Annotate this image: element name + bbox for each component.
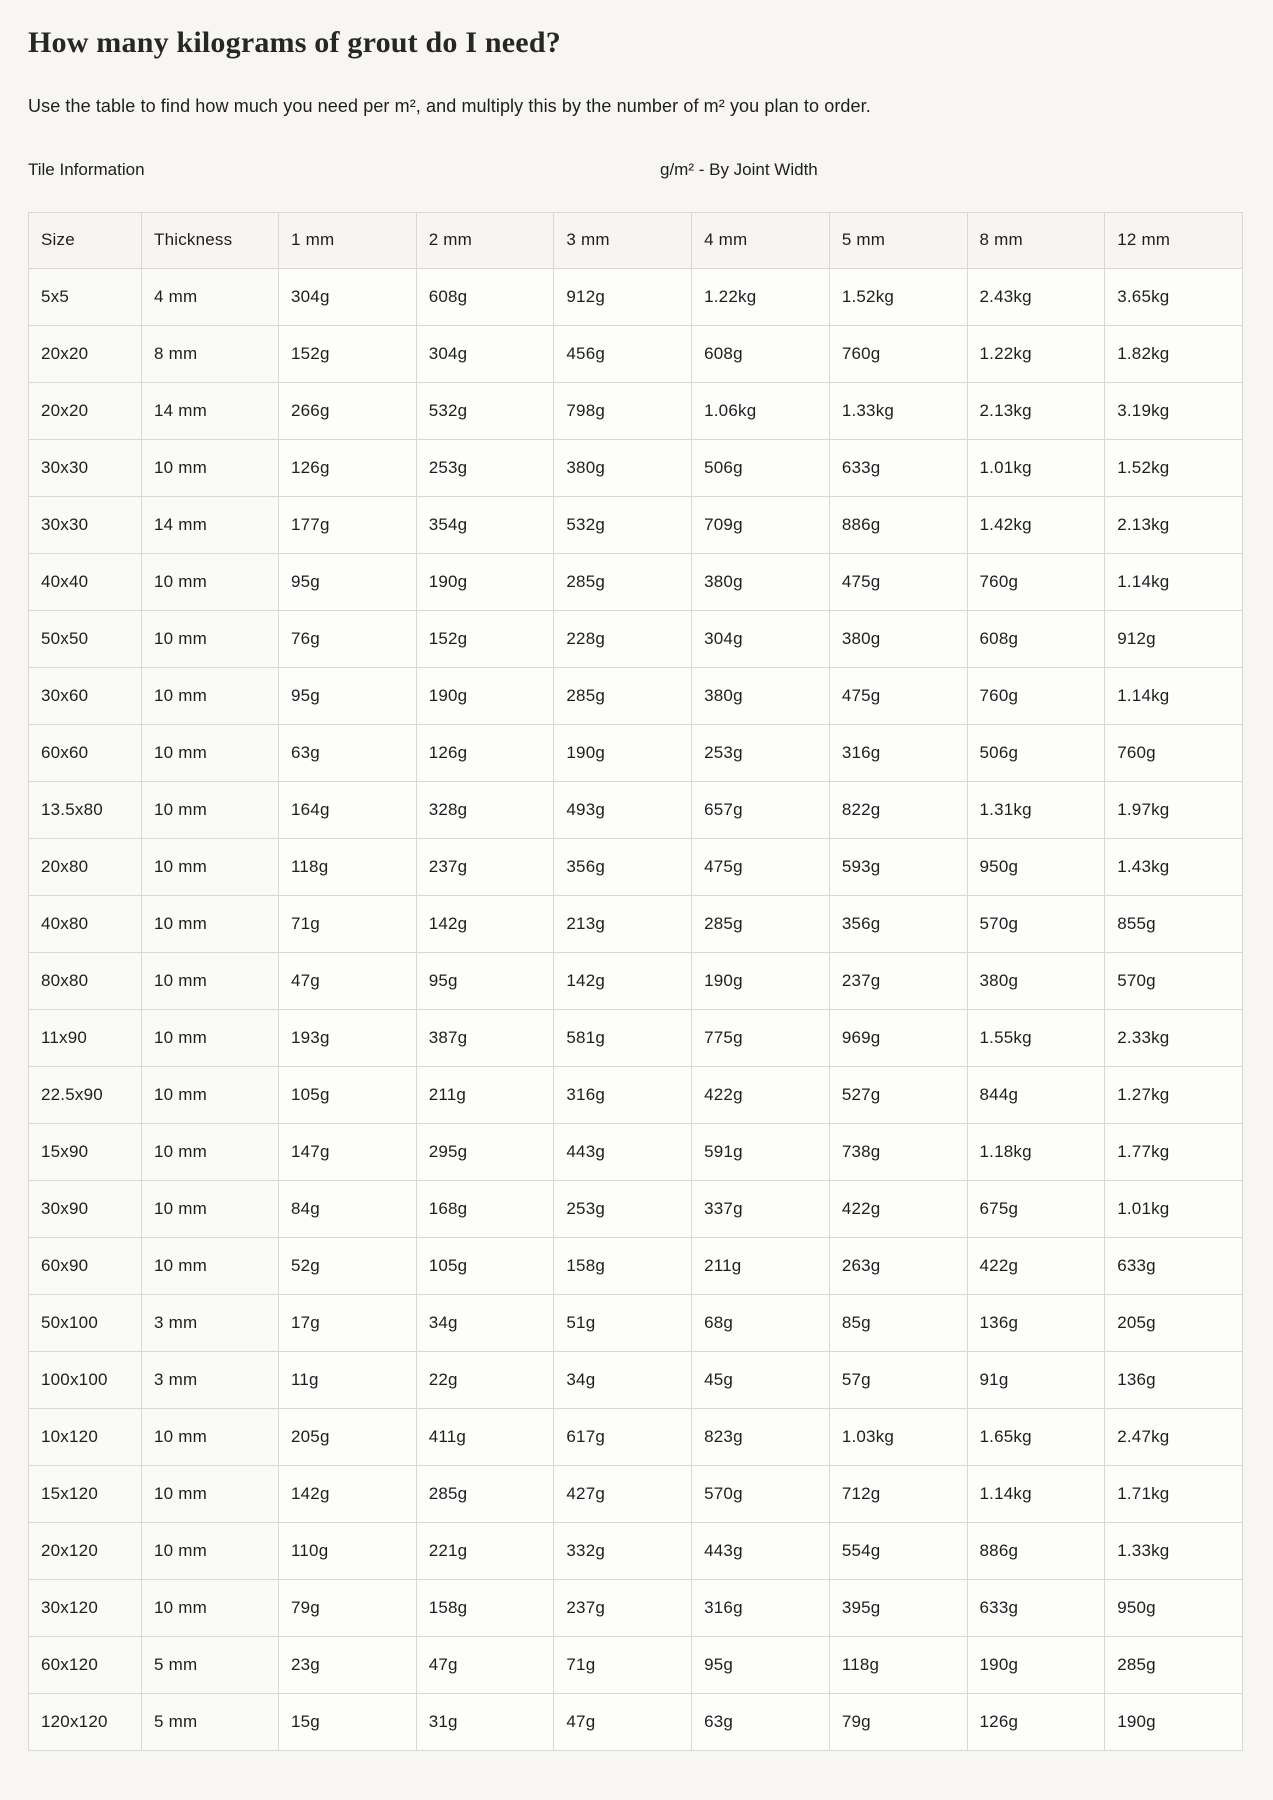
value-cell: 2.13kg <box>967 382 1105 439</box>
thickness-cell: 10 mm <box>142 952 279 1009</box>
value-cell: 177g <box>279 496 417 553</box>
value-cell: 886g <box>967 1522 1105 1579</box>
size-cell: 20x20 <box>29 382 142 439</box>
size-cell: 5x5 <box>29 268 142 325</box>
column-header-thickness: Thickness <box>142 212 279 268</box>
value-cell: 657g <box>692 781 830 838</box>
table-row <box>29 553 1243 610</box>
value-cell: 47g <box>279 952 417 1009</box>
value-cell: 608g <box>416 268 554 325</box>
value-cell: 31g <box>416 1693 554 1750</box>
thickness-cell: 4 mm <box>142 268 279 325</box>
value-cell: 84g <box>279 1180 417 1237</box>
value-cell: 570g <box>967 895 1105 952</box>
value-cell: 79g <box>279 1579 417 1636</box>
size-cell: 20x80 <box>29 838 142 895</box>
value-cell: 823g <box>692 1408 830 1465</box>
size-cell: 11x90 <box>29 1009 142 1066</box>
size-cell: 80x80 <box>29 952 142 1009</box>
value-cell: 168g <box>416 1180 554 1237</box>
value-cell: 1.43kg <box>1105 838 1243 895</box>
value-cell: 1.06kg <box>692 382 830 439</box>
value-cell: 126g <box>279 439 417 496</box>
value-cell: 675g <box>967 1180 1105 1237</box>
value-cell: 506g <box>967 724 1105 781</box>
value-cell: 1.97kg <box>1105 781 1243 838</box>
value-cell: 1.33kg <box>829 382 967 439</box>
size-cell: 60x90 <box>29 1237 142 1294</box>
size-cell: 15x120 <box>29 1465 142 1522</box>
table-row <box>29 382 1243 439</box>
grout-table <box>28 212 1243 1751</box>
thickness-cell: 10 mm <box>142 610 279 667</box>
value-cell: 380g <box>967 952 1105 1009</box>
thickness-cell: 3 mm <box>142 1294 279 1351</box>
value-cell: 51g <box>554 1294 692 1351</box>
thickness-cell: 5 mm <box>142 1636 279 1693</box>
value-cell: 285g <box>554 667 692 724</box>
value-cell: 380g <box>692 667 830 724</box>
table-body <box>29 268 1243 1750</box>
value-cell: 332g <box>554 1522 692 1579</box>
table-header-row <box>29 212 1243 268</box>
thickness-cell: 10 mm <box>142 439 279 496</box>
value-cell: 237g <box>554 1579 692 1636</box>
value-cell: 912g <box>1105 610 1243 667</box>
value-cell: 1.14kg <box>1105 667 1243 724</box>
value-cell: 71g <box>554 1636 692 1693</box>
tile-information-label: Tile Information <box>28 159 145 179</box>
value-cell: 95g <box>279 667 417 724</box>
value-cell: 1.52kg <box>1105 439 1243 496</box>
value-cell: 712g <box>829 1465 967 1522</box>
table-row <box>29 724 1243 781</box>
value-cell: 95g <box>416 952 554 1009</box>
value-cell: 527g <box>829 1066 967 1123</box>
value-cell: 118g <box>279 838 417 895</box>
value-cell: 57g <box>829 1351 967 1408</box>
value-cell: 1.77kg <box>1105 1123 1243 1180</box>
value-cell: 738g <box>829 1123 967 1180</box>
column-header-4-mm: 4 mm <box>692 212 830 268</box>
value-cell: 1.55kg <box>967 1009 1105 1066</box>
thickness-cell: 8 mm <box>142 325 279 382</box>
value-cell: 1.27kg <box>1105 1066 1243 1123</box>
thickness-cell: 10 mm <box>142 1066 279 1123</box>
value-cell: 63g <box>279 724 417 781</box>
value-cell: 211g <box>416 1066 554 1123</box>
table-row <box>29 667 1243 724</box>
size-cell: 15x90 <box>29 1123 142 1180</box>
size-cell: 60x120 <box>29 1636 142 1693</box>
value-cell: 1.31kg <box>967 781 1105 838</box>
value-cell: 554g <box>829 1522 967 1579</box>
table-row <box>29 1693 1243 1750</box>
value-cell: 91g <box>967 1351 1105 1408</box>
value-cell: 34g <box>554 1351 692 1408</box>
size-cell: 30x60 <box>29 667 142 724</box>
value-cell: 285g <box>416 1465 554 1522</box>
column-header-12-mm: 12 mm <box>1105 212 1243 268</box>
value-cell: 34g <box>416 1294 554 1351</box>
value-cell: 142g <box>416 895 554 952</box>
thickness-cell: 10 mm <box>142 1408 279 1465</box>
page-subtitle: Use the table to find how much you need per m², and multiply this by the number of m² you plan to order. <box>28 95 871 116</box>
value-cell: 2.33kg <box>1105 1009 1243 1066</box>
column-header-size: Size <box>29 212 142 268</box>
page-title: How many kilograms of grout do I need? <box>28 26 561 59</box>
thickness-cell: 14 mm <box>142 496 279 553</box>
table-row <box>29 325 1243 382</box>
value-cell: 126g <box>967 1693 1105 1750</box>
value-cell: 356g <box>829 895 967 952</box>
value-cell: 443g <box>692 1522 830 1579</box>
table-row <box>29 781 1243 838</box>
table-row <box>29 1009 1243 1066</box>
value-cell: 1.42kg <box>967 496 1105 553</box>
value-cell: 1.22kg <box>967 325 1105 382</box>
value-cell: 45g <box>692 1351 830 1408</box>
value-cell: 633g <box>967 1579 1105 1636</box>
value-cell: 147g <box>279 1123 417 1180</box>
value-cell: 2.13kg <box>1105 496 1243 553</box>
value-cell: 15g <box>279 1693 417 1750</box>
value-cell: 760g <box>967 667 1105 724</box>
value-cell: 855g <box>1105 895 1243 952</box>
thickness-cell: 10 mm <box>142 1123 279 1180</box>
table-row <box>29 268 1243 325</box>
value-cell: 193g <box>279 1009 417 1066</box>
value-cell: 52g <box>279 1237 417 1294</box>
table-row <box>29 1066 1243 1123</box>
value-cell: 844g <box>967 1066 1105 1123</box>
value-cell: 95g <box>279 553 417 610</box>
value-cell: 886g <box>829 496 967 553</box>
thickness-cell: 10 mm <box>142 1522 279 1579</box>
value-cell: 633g <box>1105 1237 1243 1294</box>
value-cell: 422g <box>829 1180 967 1237</box>
thickness-cell: 10 mm <box>142 1465 279 1522</box>
value-cell: 3.65kg <box>1105 268 1243 325</box>
value-cell: 152g <box>279 325 417 382</box>
value-cell: 253g <box>692 724 830 781</box>
value-cell: 304g <box>692 610 830 667</box>
value-cell: 47g <box>554 1693 692 1750</box>
value-cell: 912g <box>554 268 692 325</box>
value-cell: 285g <box>554 553 692 610</box>
table-row <box>29 895 1243 952</box>
value-cell: 950g <box>967 838 1105 895</box>
value-cell: 190g <box>416 553 554 610</box>
value-cell: 110g <box>279 1522 417 1579</box>
value-cell: 328g <box>416 781 554 838</box>
value-cell: 316g <box>829 724 967 781</box>
value-cell: 22g <box>416 1351 554 1408</box>
table-row <box>29 1123 1243 1180</box>
value-cell: 581g <box>554 1009 692 1066</box>
value-cell: 253g <box>416 439 554 496</box>
thickness-cell: 10 mm <box>142 895 279 952</box>
thickness-cell: 14 mm <box>142 382 279 439</box>
value-cell: 395g <box>829 1579 967 1636</box>
value-cell: 760g <box>829 325 967 382</box>
value-cell: 1.65kg <box>967 1408 1105 1465</box>
table-row <box>29 838 1243 895</box>
value-cell: 422g <box>692 1066 830 1123</box>
value-cell: 71g <box>279 895 417 952</box>
value-cell: 47g <box>416 1636 554 1693</box>
value-cell: 76g <box>279 610 417 667</box>
value-cell: 266g <box>279 382 417 439</box>
size-cell: 100x100 <box>29 1351 142 1408</box>
value-cell: 822g <box>829 781 967 838</box>
value-cell: 285g <box>1105 1636 1243 1693</box>
table-row <box>29 610 1243 667</box>
value-cell: 304g <box>416 325 554 382</box>
value-cell: 11g <box>279 1351 417 1408</box>
value-cell: 316g <box>692 1579 830 1636</box>
value-cell: 205g <box>279 1408 417 1465</box>
thickness-cell: 10 mm <box>142 1180 279 1237</box>
value-cell: 190g <box>967 1636 1105 1693</box>
value-cell: 775g <box>692 1009 830 1066</box>
value-cell: 2.43kg <box>967 268 1105 325</box>
value-cell: 304g <box>279 268 417 325</box>
value-cell: 190g <box>692 952 830 1009</box>
value-cell: 1.82kg <box>1105 325 1243 382</box>
table-row <box>29 1351 1243 1408</box>
value-cell: 354g <box>416 496 554 553</box>
thickness-cell: 10 mm <box>142 781 279 838</box>
value-cell: 190g <box>1105 1693 1243 1750</box>
value-cell: 1.01kg <box>967 439 1105 496</box>
thickness-cell: 10 mm <box>142 667 279 724</box>
value-cell: 2.47kg <box>1105 1408 1243 1465</box>
value-cell: 158g <box>554 1237 692 1294</box>
value-cell: 411g <box>416 1408 554 1465</box>
value-cell: 380g <box>554 439 692 496</box>
value-cell: 443g <box>554 1123 692 1180</box>
thickness-cell: 10 mm <box>142 553 279 610</box>
table-row <box>29 1408 1243 1465</box>
value-cell: 213g <box>554 895 692 952</box>
value-cell: 532g <box>554 496 692 553</box>
value-cell: 79g <box>829 1693 967 1750</box>
value-cell: 337g <box>692 1180 830 1237</box>
table-row <box>29 1522 1243 1579</box>
value-cell: 356g <box>554 838 692 895</box>
value-cell: 593g <box>829 838 967 895</box>
size-cell: 30x30 <box>29 496 142 553</box>
value-cell: 422g <box>967 1237 1105 1294</box>
value-cell: 295g <box>416 1123 554 1180</box>
table-row <box>29 496 1243 553</box>
value-cell: 380g <box>692 553 830 610</box>
value-cell: 387g <box>416 1009 554 1066</box>
table-row <box>29 952 1243 1009</box>
value-cell: 152g <box>416 610 554 667</box>
column-header-1-mm: 1 mm <box>279 212 417 268</box>
value-cell: 237g <box>829 952 967 1009</box>
value-cell: 263g <box>829 1237 967 1294</box>
size-cell: 50x50 <box>29 610 142 667</box>
value-cell: 570g <box>692 1465 830 1522</box>
table-row <box>29 1237 1243 1294</box>
value-cell: 228g <box>554 610 692 667</box>
value-cell: 608g <box>692 325 830 382</box>
value-cell: 456g <box>554 325 692 382</box>
value-cell: 211g <box>692 1237 830 1294</box>
size-cell: 40x80 <box>29 895 142 952</box>
value-cell: 253g <box>554 1180 692 1237</box>
value-cell: 380g <box>829 610 967 667</box>
value-cell: 427g <box>554 1465 692 1522</box>
column-header-5-mm: 5 mm <box>829 212 967 268</box>
value-cell: 1.03kg <box>829 1408 967 1465</box>
value-cell: 532g <box>416 382 554 439</box>
value-cell: 617g <box>554 1408 692 1465</box>
value-cell: 205g <box>1105 1294 1243 1351</box>
value-cell: 591g <box>692 1123 830 1180</box>
value-cell: 1.14kg <box>967 1465 1105 1522</box>
column-header-2-mm: 2 mm <box>416 212 554 268</box>
size-cell: 50x100 <box>29 1294 142 1351</box>
thickness-cell: 5 mm <box>142 1693 279 1750</box>
value-cell: 493g <box>554 781 692 838</box>
value-cell: 475g <box>829 667 967 724</box>
value-cell: 506g <box>692 439 830 496</box>
thickness-cell: 10 mm <box>142 1579 279 1636</box>
value-cell: 475g <box>692 838 830 895</box>
size-cell: 30x120 <box>29 1579 142 1636</box>
value-cell: 158g <box>416 1579 554 1636</box>
value-cell: 237g <box>416 838 554 895</box>
value-cell: 950g <box>1105 1579 1243 1636</box>
value-cell: 1.22kg <box>692 268 830 325</box>
column-header-3-mm: 3 mm <box>554 212 692 268</box>
column-header-8-mm: 8 mm <box>967 212 1105 268</box>
value-cell: 23g <box>279 1636 417 1693</box>
value-cell: 798g <box>554 382 692 439</box>
value-cell: 118g <box>829 1636 967 1693</box>
table-head <box>29 212 1243 268</box>
value-cell: 1.01kg <box>1105 1180 1243 1237</box>
table-row <box>29 439 1243 496</box>
value-cell: 136g <box>967 1294 1105 1351</box>
value-cell: 142g <box>279 1465 417 1522</box>
value-cell: 68g <box>692 1294 830 1351</box>
thickness-cell: 10 mm <box>142 1237 279 1294</box>
table-row <box>29 1294 1243 1351</box>
value-cell: 316g <box>554 1066 692 1123</box>
value-cell: 285g <box>692 895 830 952</box>
value-cell: 164g <box>279 781 417 838</box>
value-cell: 969g <box>829 1009 967 1066</box>
size-cell: 60x60 <box>29 724 142 781</box>
size-cell: 120x120 <box>29 1693 142 1750</box>
value-cell: 3.19kg <box>1105 382 1243 439</box>
value-cell: 85g <box>829 1294 967 1351</box>
value-cell: 190g <box>416 667 554 724</box>
value-cell: 1.33kg <box>1105 1522 1243 1579</box>
size-cell: 30x90 <box>29 1180 142 1237</box>
value-cell: 1.71kg <box>1105 1465 1243 1522</box>
section-labels <box>28 160 1245 182</box>
joint-width-label: g/m² - By Joint Width <box>660 159 818 179</box>
thickness-cell: 3 mm <box>142 1351 279 1408</box>
size-cell: 20x120 <box>29 1522 142 1579</box>
value-cell: 570g <box>1105 952 1243 1009</box>
size-cell: 30x30 <box>29 439 142 496</box>
table-row <box>29 1636 1243 1693</box>
value-cell: 95g <box>692 1636 830 1693</box>
value-cell: 105g <box>279 1066 417 1123</box>
value-cell: 760g <box>1105 724 1243 781</box>
table-row <box>29 1465 1243 1522</box>
value-cell: 633g <box>829 439 967 496</box>
value-cell: 190g <box>554 724 692 781</box>
value-cell: 136g <box>1105 1351 1243 1408</box>
value-cell: 475g <box>829 553 967 610</box>
thickness-cell: 10 mm <box>142 724 279 781</box>
size-cell: 13.5x80 <box>29 781 142 838</box>
size-cell: 22.5x90 <box>29 1066 142 1123</box>
table-row <box>29 1180 1243 1237</box>
value-cell: 221g <box>416 1522 554 1579</box>
value-cell: 126g <box>416 724 554 781</box>
value-cell: 1.14kg <box>1105 553 1243 610</box>
size-cell: 10x120 <box>29 1408 142 1465</box>
value-cell: 17g <box>279 1294 417 1351</box>
value-cell: 105g <box>416 1237 554 1294</box>
table-row <box>29 1579 1243 1636</box>
value-cell: 1.52kg <box>829 268 967 325</box>
value-cell: 760g <box>967 553 1105 610</box>
value-cell: 1.18kg <box>967 1123 1105 1180</box>
size-cell: 20x20 <box>29 325 142 382</box>
value-cell: 709g <box>692 496 830 553</box>
value-cell: 608g <box>967 610 1105 667</box>
thickness-cell: 10 mm <box>142 838 279 895</box>
value-cell: 142g <box>554 952 692 1009</box>
size-cell: 40x40 <box>29 553 142 610</box>
thickness-cell: 10 mm <box>142 1009 279 1066</box>
value-cell: 63g <box>692 1693 830 1750</box>
